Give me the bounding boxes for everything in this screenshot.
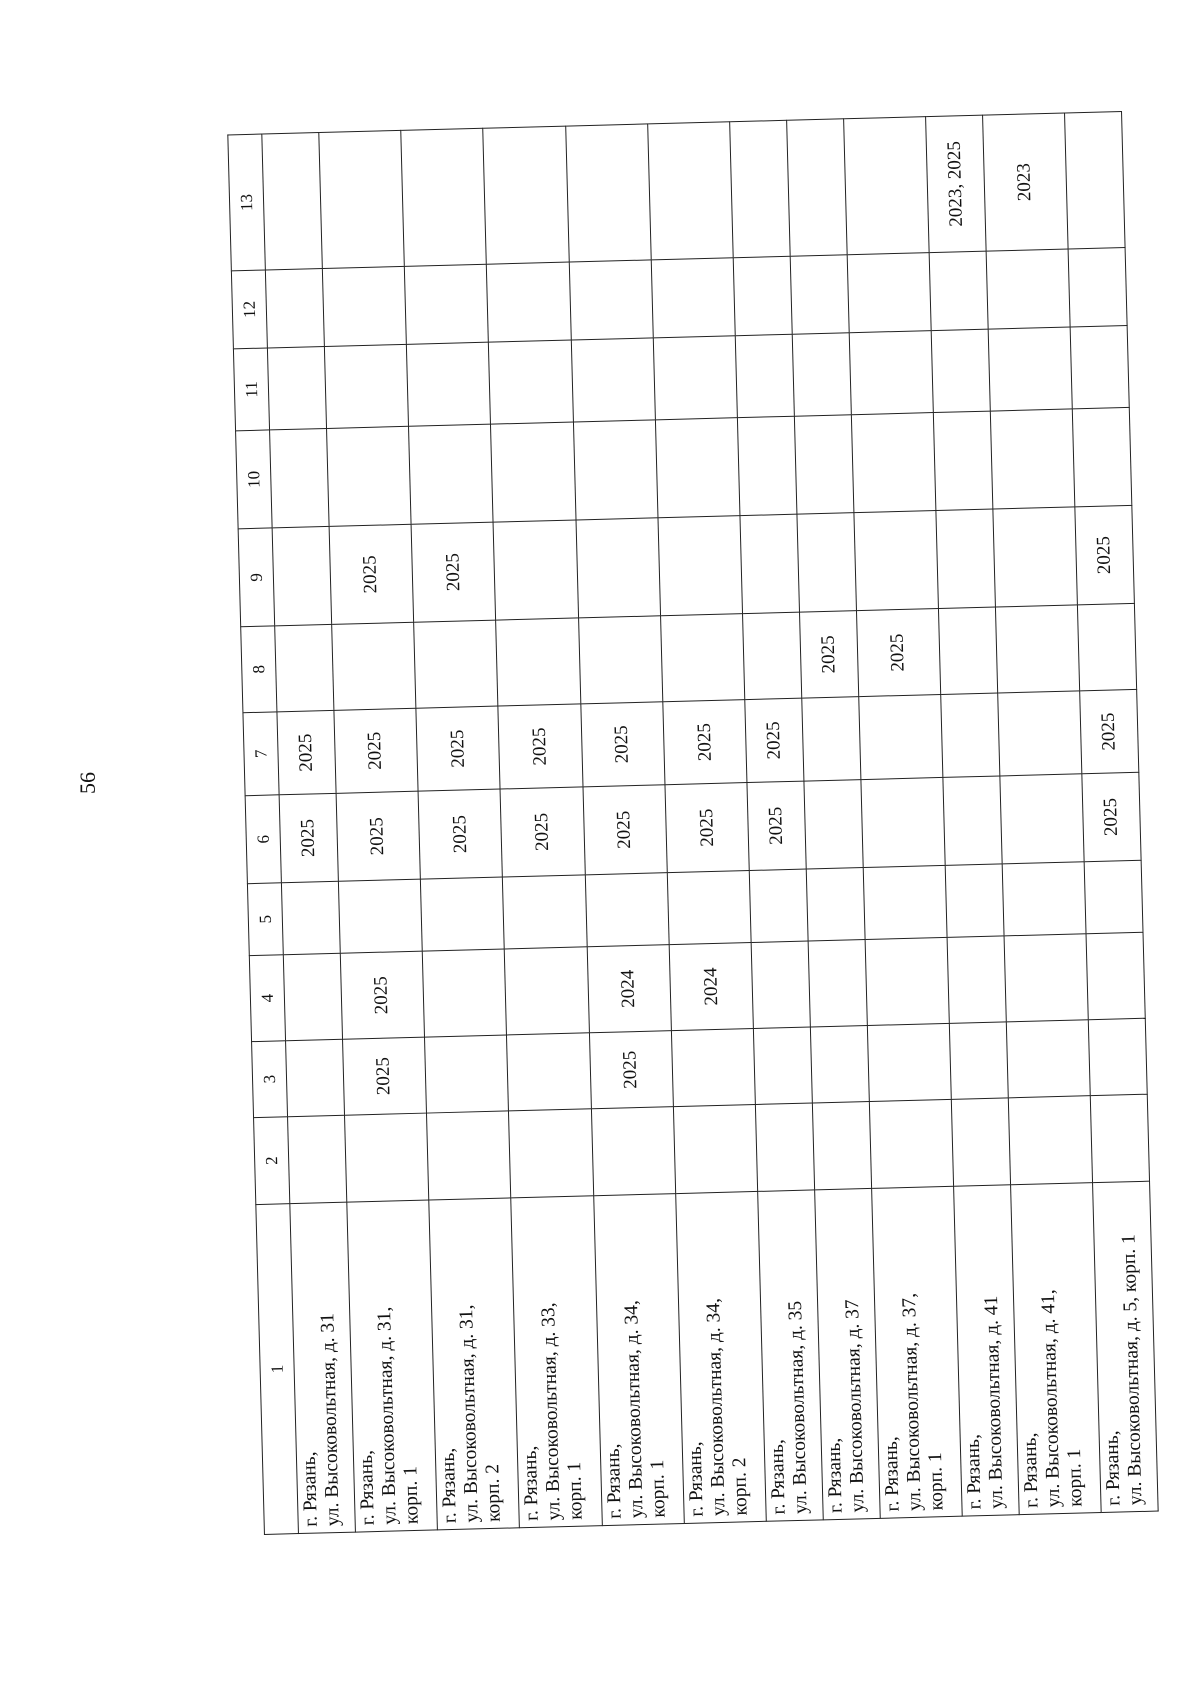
year-value: 2025 [370, 975, 393, 1014]
address-line: г. Рязань, [355, 1449, 379, 1526]
year-cell [808, 939, 867, 1026]
year-cell [329, 524, 414, 624]
year-cell [854, 510, 939, 610]
year-cell [573, 419, 658, 519]
year-cell [653, 335, 737, 419]
address-cell [429, 1197, 520, 1529]
year-cell [1008, 1095, 1093, 1184]
year-cell [851, 412, 936, 512]
year-cell [1000, 773, 1085, 863]
year-cell [404, 264, 488, 344]
address-cell [1010, 1182, 1101, 1514]
year-cell [406, 342, 490, 426]
year-cell [671, 1028, 755, 1106]
year-cell [1065, 111, 1125, 248]
address-line: корп. 1 [646, 1458, 670, 1518]
year-cell [1004, 933, 1089, 1021]
year-cell [416, 706, 500, 791]
year-cell [812, 1101, 871, 1189]
header-cell: 2 [254, 1116, 290, 1204]
address-line: ул. Высоковольтная, д. 37 [841, 1298, 869, 1513]
address-line: ул. Высоковольтная, д. 31, [456, 1303, 483, 1523]
year-cell [277, 710, 336, 794]
year-cell [491, 422, 576, 522]
year-cell [342, 1037, 426, 1115]
year-cell [493, 519, 578, 619]
address-line: ул. Высоковольтная, д. 33, [538, 1301, 566, 1521]
year-value: 2025 [531, 812, 554, 851]
year-cell [869, 1099, 954, 1188]
year-cell [735, 334, 794, 417]
year-cell [669, 942, 754, 1030]
year-cell [576, 517, 661, 617]
year-value: 2025 [762, 720, 785, 760]
address-line: г. Рязань, [823, 1437, 847, 1513]
year-cell [283, 953, 342, 1040]
year-cell [1072, 407, 1131, 506]
year-cell [651, 257, 735, 337]
year-cell [794, 414, 853, 513]
year-cell [571, 337, 655, 421]
year-value: 2025 [359, 554, 382, 594]
year-cell [279, 793, 338, 882]
address-line: ул. Высоковольтная, д. 35 [785, 1300, 812, 1514]
year-cell [995, 604, 1080, 692]
year-cell [1082, 772, 1141, 861]
address-cell [347, 1200, 438, 1532]
address-line: ул. Высоковольтная, д. 5, корп. 1 [1118, 1233, 1147, 1505]
address-cell [676, 1191, 767, 1523]
year-cell [326, 426, 411, 526]
year-cell [1075, 505, 1134, 604]
year-cell [1068, 247, 1127, 326]
year-cell [673, 1104, 758, 1193]
year-cell [425, 1034, 509, 1112]
address-line: г. Рязань, [298, 1450, 322, 1527]
address-line: г. Рязань, [766, 1438, 790, 1515]
year-cell [483, 126, 569, 264]
year-cell [1006, 1019, 1090, 1097]
year-cell [589, 1030, 673, 1108]
year-cell [334, 708, 418, 793]
year-cell [505, 946, 590, 1034]
year-value: 2025 [442, 552, 465, 591]
address-line: г. Рязань, [1019, 1431, 1043, 1508]
year-cell [663, 699, 747, 784]
year-cell [951, 1097, 1010, 1185]
year-cell [500, 786, 585, 876]
page-number: 56 [75, 772, 100, 794]
year-cell [319, 130, 405, 268]
year-cell [411, 522, 496, 622]
year-value: 2025 [695, 807, 718, 847]
year-cell [843, 116, 929, 254]
year-cell [409, 424, 494, 524]
header-cell: 12 [231, 270, 267, 349]
address-line: ул. Высоковольтная, д. 41, [1037, 1288, 1065, 1508]
table-wrapper [227, 112, 1158, 1535]
year-cell [858, 694, 942, 779]
header-cell: 10 [236, 429, 273, 528]
year-cell [867, 1023, 951, 1101]
year-cell [489, 340, 573, 424]
year-cell [324, 344, 408, 428]
address-line: г. Рязань, [437, 1447, 461, 1523]
year-cell [655, 417, 740, 517]
year-value: 2025 [693, 722, 716, 761]
address-line: г. Рязань, [602, 1442, 626, 1519]
address-line: г. Рязань, [520, 1445, 544, 1521]
year-value: 2025 [372, 1056, 395, 1095]
year-cell [401, 128, 487, 266]
year-value: 2025 [297, 818, 320, 857]
year-cell [427, 1110, 512, 1199]
year-cell [743, 612, 802, 699]
year-cell [810, 1025, 869, 1102]
year-cell [982, 113, 1068, 251]
address-cell [954, 1184, 1019, 1515]
year-cell [797, 512, 856, 611]
year-cell [856, 608, 941, 696]
year-cell [336, 791, 421, 881]
year-cell [938, 607, 997, 694]
year-cell [658, 515, 743, 615]
year-cell [936, 509, 995, 608]
year-cell [583, 784, 668, 874]
year-value: 2025 [448, 814, 471, 853]
year-cell [580, 701, 664, 786]
year-cell [507, 1032, 591, 1110]
address-line: ул. Высоковольтная, д. 41 [980, 1294, 1008, 1509]
address-line: корп. 1 [924, 1451, 948, 1511]
year-cell [929, 251, 988, 330]
year-cell [322, 266, 406, 346]
address-line: ул. Высоковольтная, д. 31, [373, 1306, 401, 1525]
year-cell [949, 1021, 1008, 1098]
header-cell: 6 [245, 794, 281, 883]
year-value: 2025 [765, 806, 788, 845]
header-cell: 9 [238, 527, 275, 626]
year-cell [286, 1039, 345, 1116]
address-cell [511, 1195, 602, 1527]
header-cell: 4 [249, 954, 285, 1041]
year-cell [926, 115, 986, 252]
year-value: 2025 [446, 728, 469, 768]
year-cell [344, 1113, 429, 1202]
header-cell: 8 [241, 625, 277, 712]
year-cell [587, 944, 672, 1032]
year-cell [1078, 603, 1137, 690]
year-cell [749, 869, 808, 942]
year-value: 2024 [617, 968, 640, 1008]
address-line: г. Рязань, [962, 1433, 986, 1510]
year-cell [288, 1115, 347, 1203]
year-cell [660, 613, 745, 701]
year-cell [487, 262, 571, 342]
year-value: 2025 [611, 724, 634, 764]
year-cell [740, 514, 799, 613]
address-line: г. Рязань, [880, 1435, 904, 1512]
year-value: 2025 [1097, 711, 1120, 751]
year-cell [503, 874, 587, 948]
year-cell [941, 692, 1000, 776]
year-cell [931, 329, 990, 412]
year-cell [1002, 861, 1086, 935]
year-value: 2025 [1100, 797, 1123, 836]
year-cell [792, 332, 851, 415]
address-line: г. Рязань, [684, 1440, 708, 1517]
year-cell [1084, 860, 1143, 933]
year-cell [509, 1108, 594, 1197]
year-value: 2023 [1013, 162, 1036, 201]
year-value: 2025 [613, 810, 636, 849]
year-cell [1080, 689, 1139, 773]
address-line: корп. 2 [482, 1463, 505, 1522]
year-value: 2025 [528, 726, 551, 766]
year-cell [738, 416, 797, 515]
year-cell [751, 941, 810, 1028]
address-cell [815, 1188, 880, 1519]
year-cell [1086, 932, 1145, 1019]
year-cell [998, 690, 1082, 775]
year-cell [331, 622, 416, 710]
year-cell [569, 259, 653, 339]
address-cell [290, 1202, 355, 1533]
year-cell [847, 252, 931, 332]
address-line: корп. 2 [729, 1456, 752, 1516]
year-cell [275, 624, 334, 711]
address-line: корп. 1 [564, 1461, 588, 1520]
year-cell [265, 268, 324, 347]
address-line: г. Рязань, [1101, 1429, 1125, 1506]
year-cell [272, 526, 331, 625]
header-cell: 13 [228, 134, 266, 271]
year-cell [648, 121, 734, 259]
year-value: 2025 [294, 732, 317, 772]
year-cell [667, 870, 751, 944]
year-cell [990, 408, 1075, 508]
address-line: ул. Высоковольтная, д. 31 [317, 1312, 344, 1526]
address-cell [758, 1189, 823, 1520]
year-cell [281, 881, 340, 954]
address-line: ул. Высоковольтная, д. 34, [702, 1297, 730, 1516]
year-cell [790, 254, 849, 333]
header-cell: 11 [233, 347, 269, 430]
year-cell [1088, 1018, 1147, 1095]
year-value: 2024 [699, 966, 722, 1006]
year-cell [754, 1026, 813, 1103]
year-cell [947, 935, 1006, 1022]
year-cell [986, 248, 1070, 328]
address-line: ул. Высоковольтная, д. 34, [620, 1299, 648, 1518]
year-cell [591, 1106, 676, 1195]
year-value: 2025 [364, 731, 387, 770]
year-cell [565, 123, 651, 261]
address-cell [1093, 1181, 1159, 1512]
year-cell [338, 879, 422, 953]
year-cell [933, 411, 992, 510]
schedule-table [227, 111, 1158, 1535]
year-cell [585, 872, 669, 946]
year-cell [340, 951, 425, 1039]
address-line: корп. 1 [400, 1465, 423, 1524]
year-cell [730, 120, 790, 257]
year-cell [267, 346, 326, 429]
year-cell [733, 256, 792, 335]
year-cell [414, 620, 499, 708]
year-cell [498, 703, 582, 788]
year-cell [943, 775, 1002, 864]
year-cell [1090, 1094, 1149, 1182]
year-cell [747, 781, 806, 870]
year-cell [865, 937, 950, 1025]
year-cell [804, 779, 863, 868]
year-cell [945, 863, 1004, 936]
year-cell [578, 615, 663, 703]
year-value: 2025 [1093, 535, 1116, 574]
year-cell [262, 132, 322, 269]
year-cell [665, 782, 750, 872]
year-value: 2025 [366, 816, 389, 856]
year-cell [787, 118, 847, 255]
year-cell [422, 948, 507, 1036]
year-cell [270, 428, 329, 527]
year-cell [420, 877, 504, 951]
year-cell [496, 617, 581, 705]
address-line: ул. Высоковольтная, д. 37, [898, 1292, 926, 1511]
year-value: 2025 [886, 632, 909, 672]
year-cell [1070, 325, 1129, 408]
year-cell [993, 506, 1078, 606]
address-line: корп. 1 [1063, 1448, 1087, 1507]
address-cell [871, 1186, 962, 1518]
year-cell [418, 789, 503, 879]
header-cell: 3 [252, 1040, 288, 1117]
year-cell [988, 326, 1072, 410]
header-cell: 1 [256, 1203, 299, 1534]
year-value: 2023, 2025 [943, 140, 967, 227]
header-cell: 7 [243, 711, 279, 795]
year-value: 2025 [817, 634, 840, 674]
year-cell [863, 865, 947, 939]
address-cell [593, 1193, 684, 1525]
year-cell [861, 777, 946, 867]
year-cell [802, 696, 861, 780]
year-value: 2025 [619, 1049, 642, 1089]
year-cell [745, 698, 804, 782]
header-cell: 5 [247, 882, 283, 955]
year-cell [806, 867, 865, 940]
year-cell [756, 1102, 815, 1190]
year-cell [799, 610, 858, 697]
year-cell [849, 330, 933, 414]
